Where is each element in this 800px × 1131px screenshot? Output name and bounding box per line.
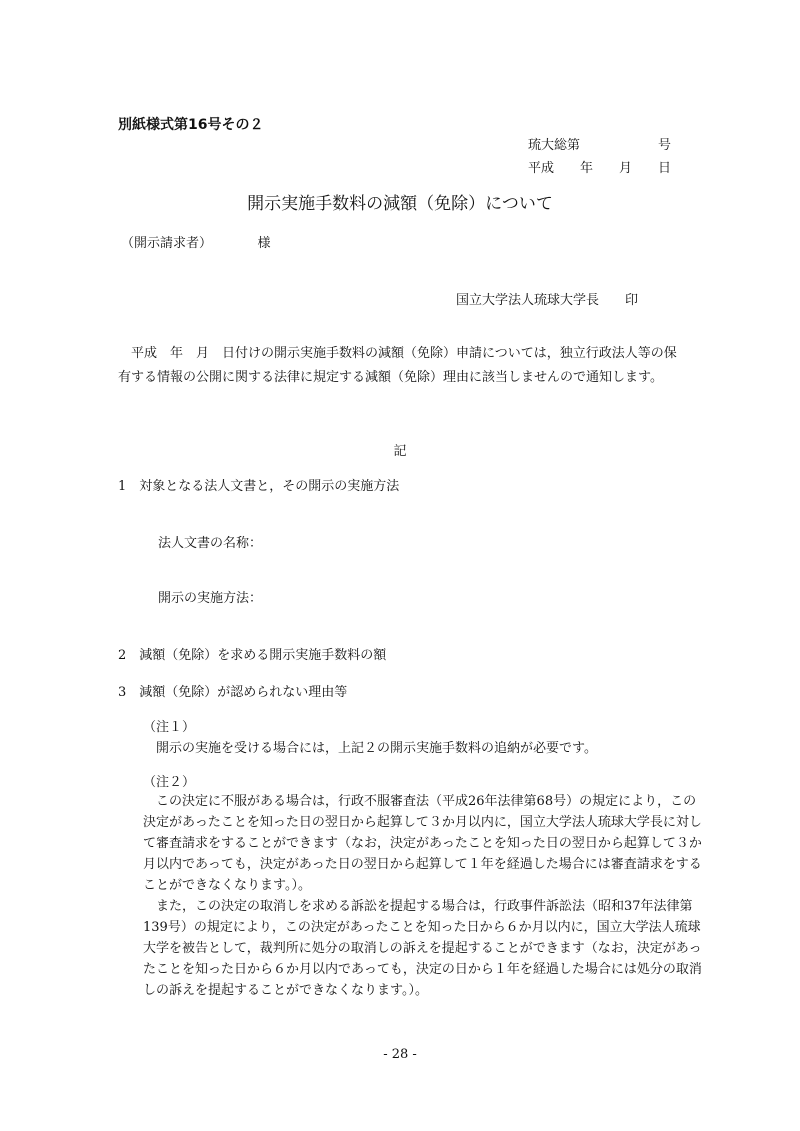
reference-block: [528, 134, 671, 176]
item-2: 2 減額（免除）を求める開示実施手数料の額: [118, 648, 387, 663]
note-1-heading: （注１）: [143, 720, 196, 735]
body-text: 平成 年 月 日付けの開示実施手数料の減額（免除）申請については，独立行政法人等の保有する情報の公開に関する法律に規定する減額（免除）理由に該当しませんので通知します。: [118, 346, 677, 385]
note-1-text: 開示の実施を受ける場合には，上記２の開示実施手数料の追納が必要です。: [156, 741, 597, 756]
doc-name-label: 法人文書の名称：: [158, 536, 263, 551]
page-number: - 28 -: [383, 1047, 417, 1062]
form-id: 別紙様式第16号その２: [118, 117, 264, 133]
note-2-body: [143, 791, 703, 1001]
item-1: 1 対象となる法人文書と，その開示の実施方法: [118, 479, 400, 494]
recipient: （開示請求者） 様: [121, 236, 271, 251]
item-3: 3 減額（免除）が認められない理由等: [118, 685, 348, 700]
note-2-heading: （注２）: [143, 775, 196, 790]
note-2-para-2: また，この決定の取消しを求める訴訟を提起する場合は，行政事件訴訟法（昭和37年法律第139号）の規定により，この決定があったことを知った日から６か月以内に，国立大学法人琉球大学を被告として，裁判所に処分の取消しの訴えを提起することができます（なお，決定があったことを知った日から６か月以内であっても，決定の日から１年を経過した場合には処分の取消しの訴えを提起することができなくなります。）。: [143, 899, 702, 998]
reference-number: 琉大総第 号: [528, 138, 672, 153]
method-label: 開示の実施方法：: [158, 591, 263, 606]
note-2-para-1: この決定に不服がある場合は，行政不服審査法（平成26年法律第68号）の規定により，この決定があったことを知った日の翌日から起算して３か月以内に，国立大学法人琉球大学長に対して審査請求をすることができます（なお，決定があったことを知った日の翌日から起算して３か月以内であっても，決定があった日の翌日から起算して１年を経過した場合には審査請求をすることができなくなります。）。: [143, 794, 702, 893]
sender: 国立大学法人琉球大学長 印: [456, 293, 639, 308]
document-title: 開示実施手数料の減額（免除）について: [247, 194, 553, 214]
ki-heading: 記: [393, 444, 407, 459]
body-paragraph: [118, 342, 688, 390]
reference-date: 平成 年 月 日: [528, 161, 672, 176]
